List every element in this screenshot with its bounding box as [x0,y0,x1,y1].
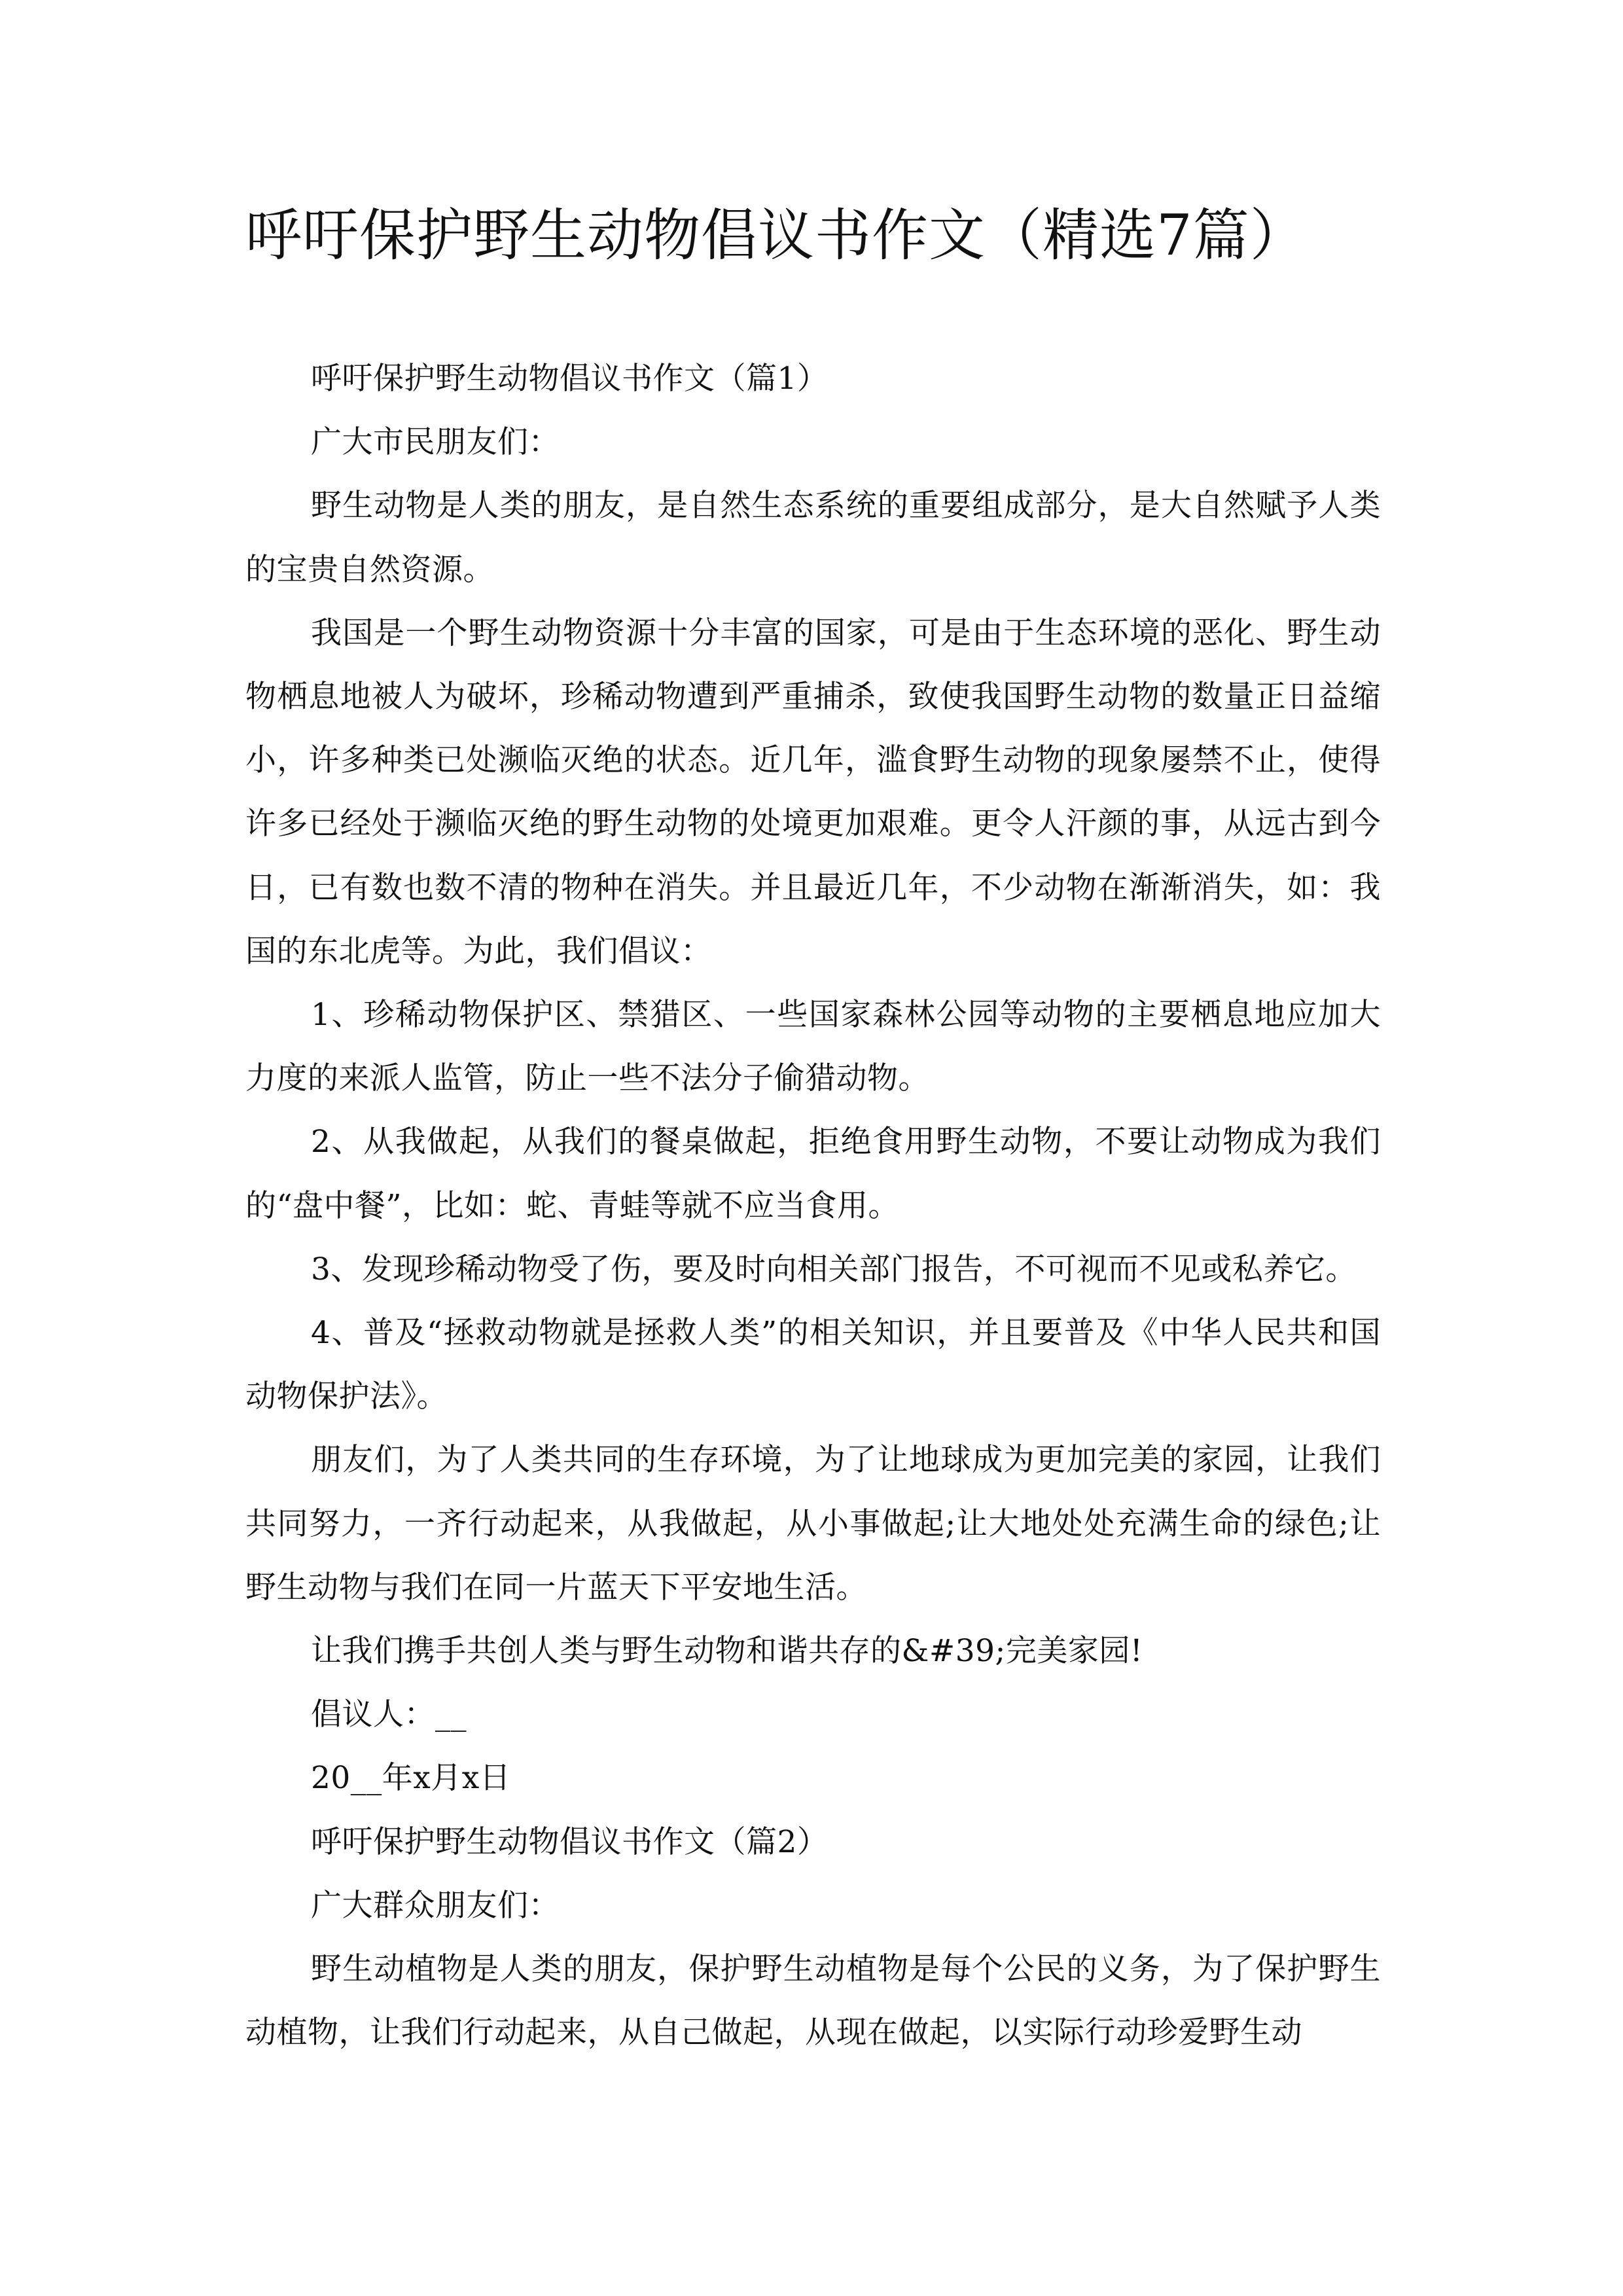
section-heading-2: 呼吁保护野生动物倡议书作文（篇2） [311,1823,829,1860]
proposal-item-4: 4、普及“拯救动物就是拯救人类”的相关知识，并且要普及《中华人民共和国动物保护法》。 [245,1315,1381,1415]
salutation-1: 广大市民朋友们： [311,424,560,461]
paragraph: 野生动植物是人类的朋友，保护野生动植物是每个公民的义务，为了保护野生动植物，让我们行动起来，从自己做起，从现在做起，以实际行动珍爱野生动 [245,1951,1381,2051]
paragraph: 朋友们，为了人类共同的生存环境，为了让地球成为更加完美的家园，让我们共同努力，一齐行动起来，从我做起，从小事做起;让大地处处充满生命的绿色;让野生动物与我们在同一片蓝天下平安地生活。 [245,1442,1381,1605]
proposal-item-3: 3、发现珍稀动物受了伤，要及时向相关部门报告，不可视而不见或私养它。 [311,1251,1357,1287]
proposal-item-2: 2、从我做起，从我们的餐桌做起，拒绝食用野生动物，不要让动物成为我们的“盘中餐”，比如：蛇、青蛙等就不应当食用。 [245,1124,1381,1224]
document-title: 呼吁保护野生动物倡议书作文（精选7篇） [245,203,1307,268]
closing-line: 让我们携手共创人类与野生动物和谐共存的&#39;完美家园! [311,1633,1143,1670]
proposal-item-1: 1、珍稀动物保护区、禁猎区、一些国家森林公园等动物的主要栖息地应加大力度的来派人监管，防止一些不法分子偷猎动物。 [245,997,1381,1097]
section-heading-1: 呼吁保护野生动物倡议书作文（篇1） [311,361,829,397]
salutation-2: 广大群众朋友们： [311,1887,560,1924]
paragraph: 野生动物是人类的朋友，是自然生态系统的重要组成部分，是大自然赋予人类的宝贵自然资源。 [245,488,1381,588]
document-body [245,347,1381,2064]
paragraph: 我国是一个野生动物资源十分丰富的国家，可是由于生态环境的恶化、野生动物栖息地被人为破坏，珍稀动物遭到严重捕杀，致使我国野生动物的数量正日益缩小，许多种类已处濒临灭绝的状态。近几年，滥食野生动物的现象屡禁不止，使得许多已经处于濒临灭绝的野生动物的处境更加艰难。更令人汗颜的事，从远古到今日，已有数也数不清的物种在消失。并且最近几年，不少动物在渐渐消失，如：我国的东北虎等。为此，我们倡议： [245,615,1381,969]
date-line: 20__年x月x日 [311,1760,511,1797]
signer-line: 倡议人：__ [311,1696,467,1733]
